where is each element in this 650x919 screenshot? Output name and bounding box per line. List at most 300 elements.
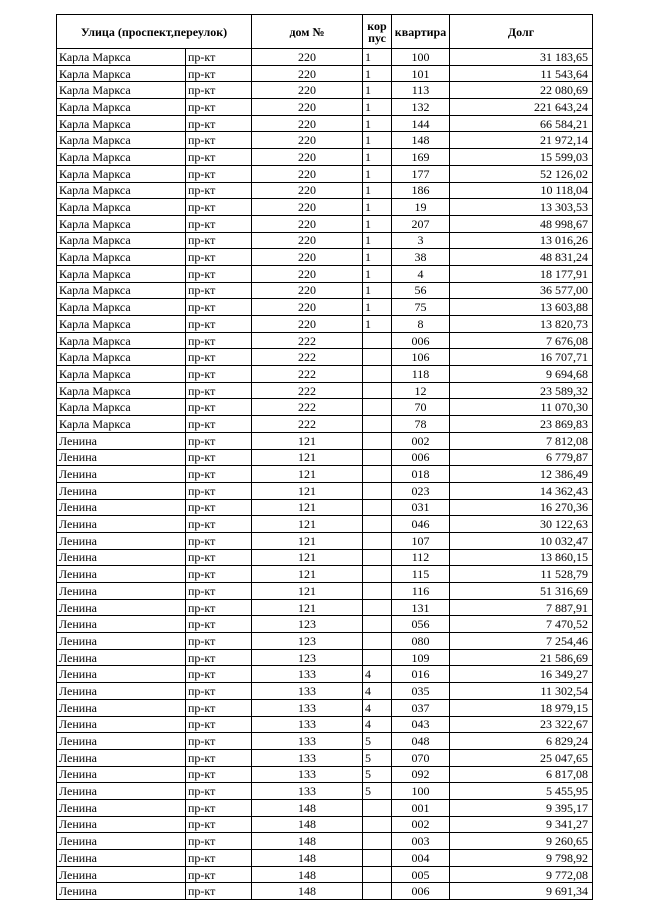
- table-row: [57, 649, 593, 666]
- cell-street: Карла Маркса: [57, 99, 186, 116]
- cell-street: Карла Маркса: [57, 366, 186, 383]
- cell-korpus: [363, 432, 392, 449]
- cell-debt: 11 543,64: [450, 65, 593, 82]
- cell-street: Ленина: [57, 766, 186, 783]
- cell-house: 148: [252, 883, 363, 900]
- cell-street: Ленина: [57, 783, 186, 800]
- cell-street-type: пр-кт: [186, 432, 252, 449]
- cell-house: 220: [252, 65, 363, 82]
- cell-debt: 13 303,53: [450, 199, 593, 216]
- cell-street: Ленина: [57, 866, 186, 883]
- cell-korpus: 1: [363, 316, 392, 333]
- table-row: [57, 399, 593, 416]
- cell-house: 133: [252, 666, 363, 683]
- cell-street-type: пр-кт: [186, 766, 252, 783]
- cell-street: Карла Маркса: [57, 382, 186, 399]
- cell-house: 220: [252, 299, 363, 316]
- cell-apartment: 107: [392, 532, 450, 549]
- cell-street: Карла Маркса: [57, 49, 186, 66]
- cell-korpus: 1: [363, 165, 392, 182]
- table-row: [57, 733, 593, 750]
- cell-debt: 11 528,79: [450, 566, 593, 583]
- cell-street: Карла Маркса: [57, 416, 186, 433]
- cell-apartment: 207: [392, 215, 450, 232]
- cell-apartment: 4: [392, 265, 450, 282]
- table-row: [57, 816, 593, 833]
- table-row: [57, 683, 593, 700]
- cell-house: 220: [252, 282, 363, 299]
- cell-street-type: пр-кт: [186, 532, 252, 549]
- cell-debt: 16 270,36: [450, 499, 593, 516]
- cell-apartment: 177: [392, 165, 450, 182]
- cell-korpus: [363, 449, 392, 466]
- cell-street: Карла Маркса: [57, 349, 186, 366]
- cell-korpus: 1: [363, 82, 392, 99]
- cell-street: Карла Маркса: [57, 316, 186, 333]
- table-row: [57, 149, 593, 166]
- cell-street-type: пр-кт: [186, 449, 252, 466]
- cell-house: 133: [252, 683, 363, 700]
- cell-street-type: пр-кт: [186, 633, 252, 650]
- table-row: [57, 616, 593, 633]
- cell-house: 220: [252, 49, 363, 66]
- cell-debt: 13 820,73: [450, 316, 593, 333]
- cell-street: Ленина: [57, 516, 186, 533]
- cell-apartment: 031: [392, 499, 450, 516]
- table-row: [57, 265, 593, 282]
- cell-korpus: 1: [363, 215, 392, 232]
- cell-house: 121: [252, 532, 363, 549]
- header-street: Улица (проспект,переулок): [57, 15, 252, 49]
- cell-house: 148: [252, 816, 363, 833]
- cell-house: 220: [252, 232, 363, 249]
- cell-korpus: 1: [363, 232, 392, 249]
- cell-debt: 31 183,65: [450, 49, 593, 66]
- cell-korpus: [363, 850, 392, 867]
- table-row: [57, 49, 593, 66]
- cell-street: Ленина: [57, 683, 186, 700]
- cell-street: Карла Маркса: [57, 232, 186, 249]
- cell-street: Ленина: [57, 816, 186, 833]
- cell-korpus: [363, 366, 392, 383]
- cell-house: 222: [252, 366, 363, 383]
- cell-apartment: 006: [392, 883, 450, 900]
- table-row: [57, 783, 593, 800]
- cell-house: 220: [252, 249, 363, 266]
- cell-debt: 16 707,71: [450, 349, 593, 366]
- cell-korpus: 1: [363, 149, 392, 166]
- cell-apartment: 092: [392, 766, 450, 783]
- cell-korpus: [363, 599, 392, 616]
- cell-korpus: [363, 616, 392, 633]
- cell-debt: 51 316,69: [450, 583, 593, 600]
- cell-korpus: 5: [363, 783, 392, 800]
- table-row: [57, 132, 593, 149]
- cell-street-type: пр-кт: [186, 82, 252, 99]
- cell-house: 220: [252, 199, 363, 216]
- cell-house: 121: [252, 549, 363, 566]
- cell-street: Карла Маркса: [57, 182, 186, 199]
- cell-korpus: 4: [363, 699, 392, 716]
- cell-debt: 7 470,52: [450, 616, 593, 633]
- cell-street: Карла Маркса: [57, 132, 186, 149]
- cell-apartment: 113: [392, 82, 450, 99]
- cell-apartment: 004: [392, 850, 450, 867]
- cell-apartment: 100: [392, 783, 450, 800]
- cell-debt: 16 349,27: [450, 666, 593, 683]
- cell-korpus: 4: [363, 683, 392, 700]
- cell-street: Ленина: [57, 449, 186, 466]
- table-body: [57, 49, 593, 900]
- cell-street-type: пр-кт: [186, 499, 252, 516]
- cell-street: Ленина: [57, 532, 186, 549]
- cell-debt: 52 126,02: [450, 165, 593, 182]
- cell-street: Ленина: [57, 549, 186, 566]
- table-row: [57, 232, 593, 249]
- table-row: [57, 549, 593, 566]
- table-row: [57, 349, 593, 366]
- cell-korpus: 1: [363, 132, 392, 149]
- cell-street: Ленина: [57, 716, 186, 733]
- cell-apartment: 169: [392, 149, 450, 166]
- cell-debt: 7 812,08: [450, 432, 593, 449]
- table-row: [57, 115, 593, 132]
- cell-street-type: пр-кт: [186, 232, 252, 249]
- cell-house: 222: [252, 399, 363, 416]
- cell-street: Карла Маркса: [57, 249, 186, 266]
- cell-korpus: [363, 482, 392, 499]
- cell-korpus: 1: [363, 199, 392, 216]
- cell-debt: 66 584,21: [450, 115, 593, 132]
- cell-apartment: 56: [392, 282, 450, 299]
- cell-street: Ленина: [57, 466, 186, 483]
- cell-street: Ленина: [57, 699, 186, 716]
- cell-apartment: 8: [392, 316, 450, 333]
- cell-house: 133: [252, 733, 363, 750]
- cell-house: 121: [252, 499, 363, 516]
- cell-korpus: 5: [363, 733, 392, 750]
- table-row: [57, 583, 593, 600]
- cell-korpus: 5: [363, 766, 392, 783]
- cell-korpus: 5: [363, 749, 392, 766]
- cell-apartment: 016: [392, 666, 450, 683]
- cell-debt: 6 779,87: [450, 449, 593, 466]
- cell-korpus: 1: [363, 99, 392, 116]
- cell-korpus: [363, 566, 392, 583]
- cell-debt: 9 395,17: [450, 799, 593, 816]
- cell-street: Карла Маркса: [57, 265, 186, 282]
- cell-street-type: пр-кт: [186, 749, 252, 766]
- cell-korpus: 1: [363, 115, 392, 132]
- header-debt: Долг: [450, 15, 593, 49]
- cell-street-type: пр-кт: [186, 549, 252, 566]
- table-row: [57, 366, 593, 383]
- cell-street: Ленина: [57, 649, 186, 666]
- cell-house: 121: [252, 466, 363, 483]
- cell-korpus: [363, 799, 392, 816]
- cell-house: 133: [252, 716, 363, 733]
- cell-street-type: пр-кт: [186, 699, 252, 716]
- cell-apartment: 003: [392, 833, 450, 850]
- cell-debt: 9 694,68: [450, 366, 593, 383]
- cell-apartment: 144: [392, 115, 450, 132]
- cell-house: 123: [252, 616, 363, 633]
- cell-street: Карла Маркса: [57, 165, 186, 182]
- cell-street-type: пр-кт: [186, 299, 252, 316]
- table-row: [57, 99, 593, 116]
- cell-street-type: пр-кт: [186, 316, 252, 333]
- cell-debt: 7 254,46: [450, 633, 593, 650]
- cell-apartment: 186: [392, 182, 450, 199]
- table-row: [57, 382, 593, 399]
- cell-street-type: пр-кт: [186, 850, 252, 867]
- cell-house: 220: [252, 182, 363, 199]
- cell-apartment: 12: [392, 382, 450, 399]
- cell-korpus: [363, 332, 392, 349]
- cell-korpus: 1: [363, 49, 392, 66]
- cell-street: Карла Маркса: [57, 299, 186, 316]
- cell-korpus: [363, 549, 392, 566]
- cell-street-type: пр-кт: [186, 115, 252, 132]
- cell-street: Ленина: [57, 599, 186, 616]
- table-row: [57, 499, 593, 516]
- table-row: [57, 699, 593, 716]
- cell-street-type: пр-кт: [186, 482, 252, 499]
- table-row: [57, 215, 593, 232]
- cell-house: 148: [252, 799, 363, 816]
- cell-korpus: 4: [363, 716, 392, 733]
- table-row: [57, 332, 593, 349]
- table-row: [57, 766, 593, 783]
- cell-apartment: 112: [392, 549, 450, 566]
- table-row: [57, 249, 593, 266]
- cell-apartment: 005: [392, 866, 450, 883]
- cell-apartment: 006: [392, 449, 450, 466]
- cell-debt: 10 118,04: [450, 182, 593, 199]
- cell-house: 220: [252, 316, 363, 333]
- cell-korpus: [363, 816, 392, 833]
- cell-korpus: [363, 583, 392, 600]
- cell-house: 133: [252, 766, 363, 783]
- cell-street: Карла Маркса: [57, 115, 186, 132]
- cell-debt: 14 362,43: [450, 482, 593, 499]
- cell-house: 121: [252, 482, 363, 499]
- cell-house: 148: [252, 833, 363, 850]
- cell-street-type: пр-кт: [186, 366, 252, 383]
- cell-korpus: [363, 833, 392, 850]
- cell-debt: 10 032,47: [450, 532, 593, 549]
- cell-street-type: пр-кт: [186, 99, 252, 116]
- cell-street-type: пр-кт: [186, 416, 252, 433]
- table-row: [57, 749, 593, 766]
- cell-korpus: 1: [363, 299, 392, 316]
- cell-debt: 9 798,92: [450, 850, 593, 867]
- cell-korpus: 1: [363, 265, 392, 282]
- cell-street: Ленина: [57, 482, 186, 499]
- cell-street-type: пр-кт: [186, 199, 252, 216]
- cell-street-type: пр-кт: [186, 399, 252, 416]
- cell-debt: 23 589,32: [450, 382, 593, 399]
- cell-debt: 22 080,69: [450, 82, 593, 99]
- cell-house: 222: [252, 382, 363, 399]
- cell-street: Ленина: [57, 749, 186, 766]
- cell-street: Карла Маркса: [57, 332, 186, 349]
- cell-street-type: пр-кт: [186, 883, 252, 900]
- cell-street: Ленина: [57, 616, 186, 633]
- cell-house: 220: [252, 215, 363, 232]
- cell-apartment: 132: [392, 99, 450, 116]
- cell-korpus: 1: [363, 65, 392, 82]
- table-row: [57, 850, 593, 867]
- cell-debt: 12 386,49: [450, 466, 593, 483]
- cell-debt: 7 887,91: [450, 599, 593, 616]
- cell-debt: 48 831,24: [450, 249, 593, 266]
- cell-apartment: 002: [392, 432, 450, 449]
- cell-korpus: [363, 399, 392, 416]
- cell-apartment: 78: [392, 416, 450, 433]
- cell-house: 123: [252, 649, 363, 666]
- cell-apartment: 75: [392, 299, 450, 316]
- cell-street: Ленина: [57, 799, 186, 816]
- cell-street-type: пр-кт: [186, 466, 252, 483]
- cell-debt: 23 869,83: [450, 416, 593, 433]
- cell-debt: 36 577,00: [450, 282, 593, 299]
- cell-korpus: 1: [363, 182, 392, 199]
- cell-street: Карла Маркса: [57, 82, 186, 99]
- cell-house: 121: [252, 566, 363, 583]
- header-apartment: квартира: [392, 15, 450, 49]
- cell-debt: 30 122,63: [450, 516, 593, 533]
- cell-house: 220: [252, 99, 363, 116]
- cell-street: Карла Маркса: [57, 149, 186, 166]
- cell-street-type: пр-кт: [186, 249, 252, 266]
- cell-street-type: пр-кт: [186, 132, 252, 149]
- cell-apartment: 018: [392, 466, 450, 483]
- cell-debt: 5 455,95: [450, 783, 593, 800]
- cell-house: 121: [252, 516, 363, 533]
- cell-street: Ленина: [57, 883, 186, 900]
- cell-street-type: пр-кт: [186, 265, 252, 282]
- table-row: [57, 65, 593, 82]
- cell-apartment: 115: [392, 566, 450, 583]
- cell-house: 121: [252, 449, 363, 466]
- cell-apartment: 023: [392, 482, 450, 499]
- table-row: [57, 182, 593, 199]
- cell-apartment: 006: [392, 332, 450, 349]
- cell-house: 133: [252, 749, 363, 766]
- cell-street: Ленина: [57, 833, 186, 850]
- cell-debt: 11 070,30: [450, 399, 593, 416]
- table-row: [57, 532, 593, 549]
- header-house: дом №: [252, 15, 363, 49]
- cell-street-type: пр-кт: [186, 733, 252, 750]
- cell-street-type: пр-кт: [186, 349, 252, 366]
- cell-street: Ленина: [57, 499, 186, 516]
- cell-apartment: 148: [392, 132, 450, 149]
- cell-debt: 9 260,65: [450, 833, 593, 850]
- cell-street-type: пр-кт: [186, 866, 252, 883]
- cell-house: 220: [252, 149, 363, 166]
- cell-street-type: пр-кт: [186, 49, 252, 66]
- cell-korpus: [363, 633, 392, 650]
- cell-house: 121: [252, 432, 363, 449]
- cell-apartment: 043: [392, 716, 450, 733]
- table-row: [57, 199, 593, 216]
- table-row: [57, 482, 593, 499]
- cell-korpus: [363, 416, 392, 433]
- cell-korpus: 4: [363, 666, 392, 683]
- table-row: [57, 416, 593, 433]
- cell-debt: 6 817,08: [450, 766, 593, 783]
- cell-apartment: 048: [392, 733, 450, 750]
- cell-street: Ленина: [57, 733, 186, 750]
- cell-korpus: [363, 866, 392, 883]
- cell-apartment: 19: [392, 199, 450, 216]
- cell-apartment: 106: [392, 349, 450, 366]
- cell-street: Карла Маркса: [57, 199, 186, 216]
- cell-house: 148: [252, 866, 363, 883]
- cell-street-type: пр-кт: [186, 799, 252, 816]
- cell-street: Ленина: [57, 432, 186, 449]
- cell-house: 220: [252, 265, 363, 282]
- cell-street-type: пр-кт: [186, 683, 252, 700]
- cell-debt: 9 772,08: [450, 866, 593, 883]
- cell-debt: 13 016,26: [450, 232, 593, 249]
- table-row: [57, 633, 593, 650]
- cell-street: Карла Маркса: [57, 65, 186, 82]
- cell-apartment: 131: [392, 599, 450, 616]
- cell-debt: 18 177,91: [450, 265, 593, 282]
- cell-apartment: 037: [392, 699, 450, 716]
- cell-apartment: 118: [392, 366, 450, 383]
- cell-apartment: 70: [392, 399, 450, 416]
- cell-street-type: пр-кт: [186, 649, 252, 666]
- cell-debt: 21 972,14: [450, 132, 593, 149]
- table-row: [57, 833, 593, 850]
- cell-house: 148: [252, 850, 363, 867]
- cell-debt: 7 676,08: [450, 332, 593, 349]
- cell-debt: 221 643,24: [450, 99, 593, 116]
- cell-korpus: [363, 532, 392, 549]
- cell-street-type: пр-кт: [186, 182, 252, 199]
- cell-debt: 18 979,15: [450, 699, 593, 716]
- table-row: [57, 82, 593, 99]
- cell-street-type: пр-кт: [186, 165, 252, 182]
- table-row: [57, 432, 593, 449]
- table-row: [57, 799, 593, 816]
- cell-korpus: [363, 466, 392, 483]
- cell-debt: 13 603,88: [450, 299, 593, 316]
- cell-street-type: пр-кт: [186, 666, 252, 683]
- cell-korpus: 1: [363, 282, 392, 299]
- cell-debt: 13 860,15: [450, 549, 593, 566]
- cell-debt: 6 829,24: [450, 733, 593, 750]
- cell-street-type: пр-кт: [186, 783, 252, 800]
- table-row: [57, 316, 593, 333]
- cell-debt: 9 341,27: [450, 816, 593, 833]
- cell-house: 220: [252, 115, 363, 132]
- cell-street-type: пр-кт: [186, 833, 252, 850]
- cell-apartment: 101: [392, 65, 450, 82]
- cell-debt: 48 998,67: [450, 215, 593, 232]
- cell-apartment: 035: [392, 683, 450, 700]
- table-row: [57, 516, 593, 533]
- table-row: [57, 449, 593, 466]
- cell-apartment: 001: [392, 799, 450, 816]
- cell-street: Ленина: [57, 850, 186, 867]
- cell-house: 220: [252, 132, 363, 149]
- cell-street-type: пр-кт: [186, 716, 252, 733]
